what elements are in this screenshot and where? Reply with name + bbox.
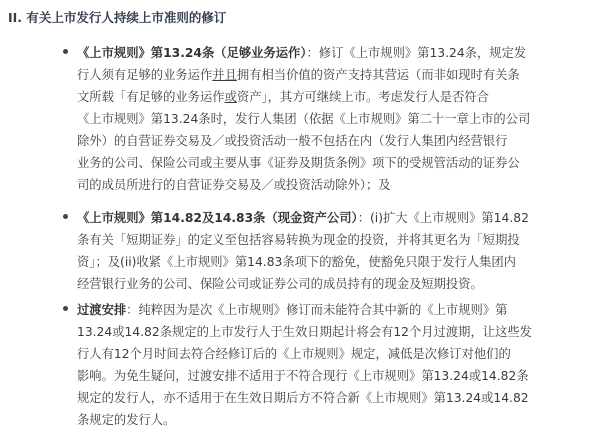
list-item <box>77 42 589 196</box>
text-line <box>77 108 589 130</box>
text-line <box>77 64 589 86</box>
text-run: 拥有相当价值的资产支持其营运（而非如现时有关条 <box>236 68 520 82</box>
text-line <box>77 86 589 108</box>
section-heading: II. 有关上市发行人持续上市准则的修订 <box>8 10 227 25</box>
text-line <box>77 251 589 273</box>
text-line <box>77 343 589 365</box>
text-run: 除外）的自营证券交易及／或投资活动一般不包括在内（发行人集团内经营银行 <box>77 134 508 148</box>
list-item-text <box>77 207 589 295</box>
text-run: ：纯粹因为是次《上市规则》修订而未能符合其中新的《上市规则》第 <box>126 303 508 317</box>
text-run: 行人有12个月时间去符合经修订后的《上市规则》规定，减低是次修订对他们的 <box>77 347 511 361</box>
bullet-icon <box>63 306 68 311</box>
text-run: 行人须有足够的业务运作 <box>77 68 213 82</box>
text-run: 司的成员所进行的自营证券交易及／或投资活动除外）；及 <box>77 178 391 192</box>
text-run: 影响。为免生疑问，过渡安排不适用于不符合现行《上市规则》第13.24或14.82条 <box>77 369 529 383</box>
list-item <box>77 299 589 431</box>
text-line <box>77 174 589 196</box>
text-line <box>77 207 589 229</box>
text-line <box>77 365 589 387</box>
text-run: 条有关「短期证券」的定义至包括容易转换为现金的投资，并将其更名为「短期投 <box>77 233 520 247</box>
text-run: 文所载「有足够的业务运作 <box>77 90 225 104</box>
bullet-icon <box>63 214 68 219</box>
text-run: 13.24或14.82条规定的上市发行人于生效日期起计将会有12个月过渡期，让这些发 <box>77 325 532 339</box>
list-item-text <box>77 299 589 431</box>
text-line <box>77 321 589 343</box>
text-run: 业务的公司、保险公司或主要从事《证券及期货条例》项下的受规管活动的证券公 <box>77 156 520 170</box>
text-line <box>77 42 589 64</box>
text-run: 规定的发行人，亦不适用于在生效日期后方不符合新《上市规则》第13.24或14.82 <box>77 391 529 405</box>
text-run: 《上市规则》第13.24条时，发行人集团（依据《上市规则》第二十一章上市的公司 <box>77 112 531 126</box>
text-line <box>77 130 589 152</box>
text-run: 经营银行业务的公司、保险公司或证券公司的成员持有的现金及短期投资。 <box>77 277 483 291</box>
text-line <box>77 409 589 431</box>
text-line <box>77 152 589 174</box>
text-line <box>77 387 589 409</box>
bold-text: 《上市规则》第13.24条（足够业务运作） <box>77 46 307 60</box>
list-item <box>77 207 589 295</box>
text-line <box>77 229 589 251</box>
text-run: 条规定的发行人。 <box>77 413 176 427</box>
list-item-text <box>77 42 589 196</box>
text-run: ：修订《上市规则》第13.24条，规定发 <box>306 46 527 60</box>
bold-text: 《上市规则》第14.82及14.83条（现金资产公司） <box>77 211 358 225</box>
text-line <box>77 273 589 295</box>
text-run: ：(i)扩大《上市规则》第14.82 <box>357 211 529 225</box>
bullet-icon <box>63 49 68 54</box>
underlined-text: 或 <box>224 90 237 104</box>
underlined-text: 并且 <box>212 68 237 82</box>
text-line <box>77 299 589 321</box>
text-run: 资」；及(ii)收紧《上市规则》第14.83条项下的豁免，使豁免只限于发行人集团内 <box>77 255 516 269</box>
bold-text: 过渡安排 <box>77 303 127 317</box>
text-run: 资产」，其方可继续上市。考虑发行人是否符合 <box>236 90 489 104</box>
